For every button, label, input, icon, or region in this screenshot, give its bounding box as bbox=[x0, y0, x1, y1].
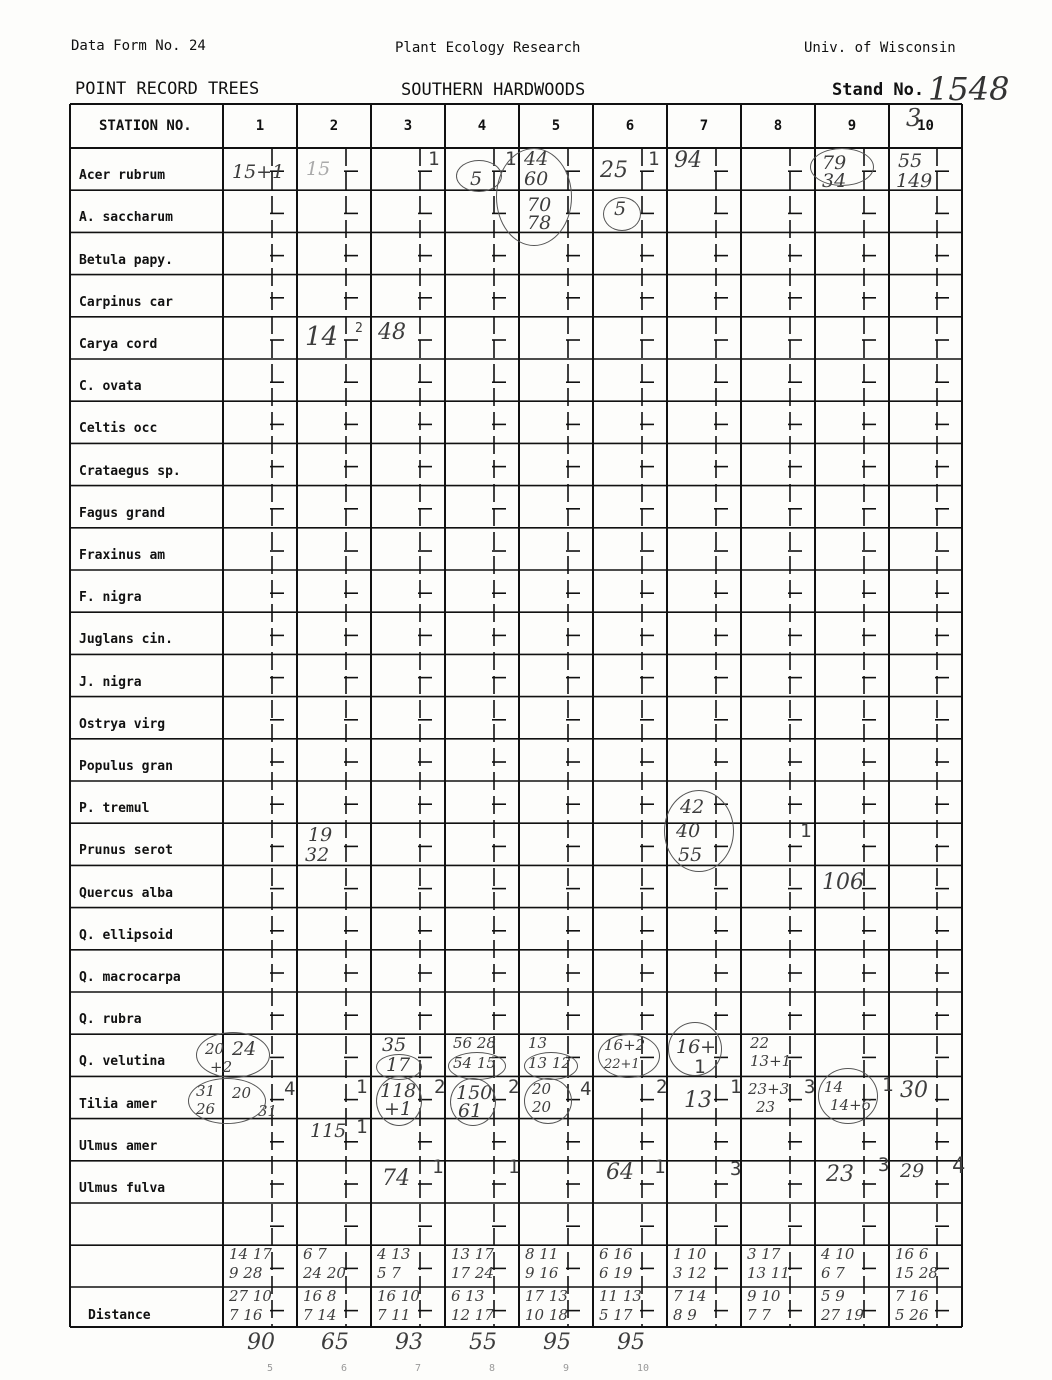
entry[interactable]: 55 bbox=[898, 150, 923, 172]
station-total[interactable]: 55 bbox=[469, 1330, 497, 1355]
cell-value[interactable]: 15 28 bbox=[895, 1264, 938, 1283]
entry[interactable]: 54 15 bbox=[453, 1054, 496, 1072]
circle-mark bbox=[598, 1034, 660, 1078]
entry[interactable]: 1 bbox=[800, 820, 812, 842]
entry[interactable]: 19 bbox=[308, 824, 333, 846]
entry[interactable]: 78 bbox=[527, 212, 552, 234]
entry[interactable]: 5 bbox=[470, 168, 483, 190]
species-label: F. nigra bbox=[79, 590, 142, 606]
species-label: A. saccharum bbox=[79, 210, 173, 226]
entry[interactable]: 24 bbox=[232, 1038, 257, 1060]
cell-value[interactable]: 16 6 bbox=[895, 1245, 929, 1264]
station-number: 1 bbox=[255, 118, 265, 134]
organization: Plant Ecology Research bbox=[395, 40, 581, 56]
species-label: Ulmus amer bbox=[79, 1138, 158, 1154]
cell-value[interactable]: 8 11 bbox=[525, 1245, 559, 1264]
station-correction[interactable]: 3 bbox=[906, 104, 922, 132]
cell-value[interactable]: 8 9 bbox=[673, 1306, 697, 1324]
entry[interactable]: 1 bbox=[432, 1156, 444, 1178]
station-total[interactable]: 95 bbox=[617, 1330, 645, 1355]
entry[interactable]: 118 bbox=[380, 1080, 417, 1102]
circle-mark bbox=[603, 197, 641, 231]
entry[interactable]: 14 bbox=[305, 322, 339, 352]
cell-value[interactable]: 7 16 bbox=[229, 1306, 263, 1324]
entry[interactable]: 74 bbox=[382, 1166, 410, 1191]
university: Univ. of Wisconsin bbox=[804, 40, 956, 56]
station-total[interactable]: 93 bbox=[395, 1330, 423, 1355]
species-label: Ostrya virg bbox=[79, 716, 166, 732]
cell-value[interactable]: 14 17 bbox=[229, 1245, 272, 1264]
entry[interactable]: 4 bbox=[284, 1078, 296, 1100]
entry[interactable]: 1 bbox=[694, 1056, 706, 1078]
cell-value[interactable]: 5 7 bbox=[377, 1264, 401, 1283]
cell-value[interactable]: 7 14 bbox=[303, 1306, 337, 1324]
faint-number: 8 bbox=[489, 1363, 496, 1374]
species-label: Q. rubra bbox=[79, 1012, 142, 1028]
cell-value[interactable]: 7 7 bbox=[747, 1306, 771, 1324]
entry[interactable]: 13+1 bbox=[750, 1052, 792, 1070]
entry[interactable]: 23 bbox=[826, 1162, 854, 1187]
entry[interactable]: 13 12 bbox=[528, 1054, 571, 1072]
entry[interactable]: 1 bbox=[356, 1076, 368, 1098]
cell-value[interactable]: 9 28 bbox=[229, 1264, 263, 1283]
cell-value[interactable]: 7 14 bbox=[673, 1287, 707, 1305]
entry[interactable]: 14 bbox=[824, 1078, 844, 1096]
entry[interactable]: 34 bbox=[822, 170, 847, 192]
station-number: 4 bbox=[477, 118, 487, 134]
entry[interactable]: 23+3 bbox=[748, 1080, 790, 1098]
entry[interactable]: 14+6 bbox=[830, 1096, 872, 1114]
species-label: Juglans cin. bbox=[79, 632, 173, 648]
faint-number: 6 bbox=[341, 1363, 348, 1374]
cell-value[interactable]: 3 12 bbox=[673, 1264, 707, 1283]
cell-value[interactable]: 17 13 bbox=[525, 1287, 568, 1305]
cell-value[interactable]: 9 16 bbox=[525, 1264, 559, 1283]
species-label: J. nigra bbox=[79, 674, 142, 690]
cell-value[interactable]: 4 10 bbox=[821, 1245, 855, 1264]
circle-mark bbox=[456, 160, 502, 192]
entry[interactable]: 70 bbox=[527, 194, 552, 216]
species-label: Betula papy. bbox=[79, 252, 173, 268]
species-label: Prunus serot bbox=[79, 843, 173, 859]
station-label: STATION NO. bbox=[99, 118, 192, 134]
entry[interactable]: 1 bbox=[654, 1156, 666, 1178]
entry[interactable]: 1 bbox=[428, 148, 440, 170]
station-number: 10 bbox=[917, 118, 934, 134]
cell-value[interactable]: 6 13 bbox=[451, 1287, 485, 1305]
entry[interactable]: 16+ bbox=[676, 1036, 717, 1058]
cell-value[interactable]: 17 24 bbox=[451, 1264, 494, 1283]
entry[interactable]: 1 bbox=[648, 148, 660, 170]
cell-value[interactable]: 11 13 bbox=[599, 1287, 642, 1305]
station-number: 2 bbox=[329, 118, 339, 134]
form-number: Data Form No. 24 bbox=[71, 38, 206, 54]
cell-value[interactable]: 5 26 bbox=[895, 1306, 929, 1324]
cell-value[interactable]: 24 20 bbox=[303, 1264, 346, 1283]
circle-mark bbox=[818, 1068, 878, 1124]
species-label: Crataegus sp. bbox=[79, 463, 181, 479]
entry[interactable]: 40 bbox=[676, 820, 701, 842]
entry[interactable]: 13 bbox=[528, 1034, 548, 1052]
cell-value[interactable]: 6 16 bbox=[599, 1245, 633, 1264]
species-label: Ulmus fulva bbox=[79, 1181, 166, 1197]
entry[interactable]: 20 bbox=[205, 1040, 225, 1058]
cell-value[interactable]: 10 18 bbox=[525, 1306, 568, 1324]
faint-number: 5 bbox=[267, 1363, 274, 1374]
circle-mark bbox=[810, 148, 874, 186]
cell-value[interactable]: 9 10 bbox=[747, 1287, 781, 1305]
cell-value[interactable]: 7 16 bbox=[895, 1287, 929, 1305]
circle-mark bbox=[196, 1032, 270, 1078]
stand-number-value[interactable]: 1548 bbox=[928, 70, 1010, 108]
entry[interactable]: 55 bbox=[678, 844, 703, 866]
entry[interactable]: 26 bbox=[196, 1100, 216, 1118]
entry[interactable]: 15 bbox=[306, 158, 331, 180]
cell-value[interactable]: 16 10 bbox=[377, 1287, 420, 1305]
form-title: POINT RECORD TREES bbox=[75, 79, 260, 99]
entry[interactable]: 23 bbox=[756, 1098, 776, 1116]
cell-value[interactable]: 27 19 bbox=[821, 1306, 864, 1324]
entry[interactable]: 56 28 bbox=[453, 1034, 496, 1052]
species-label: Q. macrocarpa bbox=[79, 970, 181, 986]
station-number: 3 bbox=[403, 118, 413, 134]
station-number: 7 bbox=[699, 118, 709, 134]
entry[interactable]: 79 bbox=[822, 152, 847, 174]
entry[interactable]: 1 bbox=[882, 1074, 894, 1096]
entry[interactable]: 3 bbox=[730, 1158, 742, 1180]
entry[interactable]: 20 bbox=[532, 1080, 552, 1098]
entry[interactable]: 25 bbox=[600, 158, 628, 183]
entry[interactable]: 149 bbox=[896, 170, 933, 192]
species-label: P. tremul bbox=[79, 801, 150, 817]
station-number: 6 bbox=[625, 118, 635, 134]
entry[interactable]: 4 bbox=[580, 1078, 592, 1100]
species-label: Q. velutina bbox=[79, 1054, 166, 1070]
forest-type: SOUTHERN HARDWOODS bbox=[401, 80, 586, 100]
species-label: Celtis occ bbox=[79, 421, 158, 437]
cell-value[interactable]: 4 13 bbox=[377, 1245, 411, 1264]
entry[interactable]: 48 bbox=[378, 320, 406, 345]
entry[interactable]: 3 bbox=[878, 1154, 890, 1176]
cell-value[interactable]: 6 19 bbox=[599, 1264, 633, 1283]
cell-value[interactable]: 27 10 bbox=[229, 1287, 272, 1305]
species-label: Q. ellipsoid bbox=[79, 927, 173, 943]
entry[interactable]: 2 bbox=[656, 1076, 668, 1098]
entry[interactable]: 42 bbox=[680, 796, 705, 818]
circle-mark bbox=[524, 1052, 578, 1080]
entry[interactable]: 44 bbox=[524, 148, 549, 170]
entry[interactable]: 31 bbox=[258, 1102, 278, 1120]
entry[interactable]: 115 bbox=[310, 1120, 347, 1142]
cell-value[interactable]: 12 17 bbox=[451, 1306, 494, 1324]
entry[interactable]: 4 bbox=[952, 1154, 966, 1179]
cell-value[interactable]: 13 11 bbox=[747, 1264, 790, 1283]
cell-value[interactable]: 5 9 bbox=[821, 1287, 845, 1305]
cell-value[interactable]: 7 11 bbox=[377, 1306, 411, 1324]
stand-label: Stand No. bbox=[832, 80, 925, 100]
entry[interactable]: 30 bbox=[900, 1078, 928, 1103]
entry[interactable]: 22 bbox=[750, 1034, 770, 1052]
circle-mark bbox=[664, 790, 734, 872]
entry[interactable]: 2 bbox=[434, 1076, 446, 1098]
entry[interactable]: +2 bbox=[210, 1058, 233, 1076]
circle-mark bbox=[668, 1022, 722, 1076]
entry[interactable]: 31 bbox=[196, 1082, 216, 1100]
cell-value[interactable]: 13 17 bbox=[451, 1245, 494, 1264]
entry[interactable]: 2 bbox=[508, 1076, 520, 1098]
station-total[interactable]: 90 bbox=[247, 1330, 275, 1355]
entry[interactable]: 13 bbox=[684, 1088, 712, 1113]
species-label: Fraxinus am bbox=[79, 548, 166, 564]
entry[interactable]: 60 bbox=[524, 168, 549, 190]
entry[interactable]: 150 bbox=[456, 1082, 493, 1104]
cell-value[interactable]: 16 8 bbox=[303, 1287, 337, 1305]
species-label: Populus gran bbox=[79, 759, 173, 775]
entry[interactable]: 29 bbox=[900, 1160, 925, 1182]
entry[interactable]: +1 bbox=[384, 1098, 413, 1120]
circle-mark bbox=[524, 1078, 572, 1124]
species-label: Fagus grand bbox=[79, 505, 166, 521]
species-label: Tilia amer bbox=[79, 1096, 158, 1112]
cell-value[interactable]: 6 7 bbox=[821, 1264, 845, 1283]
species-label: Quercus alba bbox=[79, 885, 173, 901]
entry[interactable]: 32 bbox=[305, 844, 330, 866]
cell-value[interactable]: 6 7 bbox=[303, 1245, 327, 1264]
cell-value[interactable]: 5 17 bbox=[599, 1306, 633, 1324]
entry[interactable]: 94 bbox=[674, 148, 702, 173]
entry[interactable]: 106 bbox=[822, 870, 864, 895]
station-number: 9 bbox=[847, 118, 857, 134]
circle-mark bbox=[376, 1076, 422, 1126]
entry[interactable]: 22+1 bbox=[604, 1057, 640, 1072]
station-total[interactable]: 95 bbox=[543, 1330, 571, 1355]
entry[interactable]: 20 bbox=[532, 1098, 552, 1116]
entry[interactable]: 64 bbox=[606, 1160, 634, 1185]
station-total[interactable]: 65 bbox=[321, 1330, 349, 1355]
entry[interactable]: 35 bbox=[382, 1034, 407, 1056]
circle-mark bbox=[450, 1078, 496, 1126]
faint-number: 7 bbox=[415, 1363, 422, 1374]
faint-number: 9 bbox=[563, 1363, 570, 1374]
entry[interactable]: 1 bbox=[356, 1116, 368, 1138]
species-label: C. ovata bbox=[79, 379, 142, 395]
entry[interactable]: 20 bbox=[232, 1084, 252, 1102]
faint-number: 10 bbox=[637, 1363, 650, 1374]
entry[interactable]: 5 bbox=[614, 198, 627, 220]
entry[interactable]: 3 bbox=[804, 1076, 816, 1098]
species-label: Carya cord bbox=[79, 337, 158, 353]
entry[interactable]: 1 bbox=[505, 148, 517, 170]
entry[interactable]: 15+1 bbox=[232, 161, 285, 183]
station-number: 8 bbox=[773, 118, 783, 134]
entry[interactable]: 1 bbox=[508, 1156, 520, 1178]
circle-mark bbox=[188, 1078, 266, 1124]
species-label: Acer rubrum bbox=[79, 168, 166, 184]
entry[interactable]: 61 bbox=[458, 1100, 483, 1122]
species-label: Carpinus car bbox=[79, 294, 173, 310]
entry[interactable]: 17 bbox=[386, 1054, 411, 1076]
station-number: 5 bbox=[551, 118, 561, 134]
entry[interactable]: 2 bbox=[355, 321, 363, 336]
entry[interactable]: 1 bbox=[730, 1076, 742, 1098]
circle-mark bbox=[448, 1052, 506, 1080]
entry[interactable]: 16+2 bbox=[604, 1036, 646, 1054]
cell-value[interactable]: 3 17 bbox=[747, 1245, 781, 1264]
distance-label: Distance bbox=[88, 1308, 151, 1323]
cell-value[interactable]: 1 10 bbox=[673, 1245, 707, 1264]
